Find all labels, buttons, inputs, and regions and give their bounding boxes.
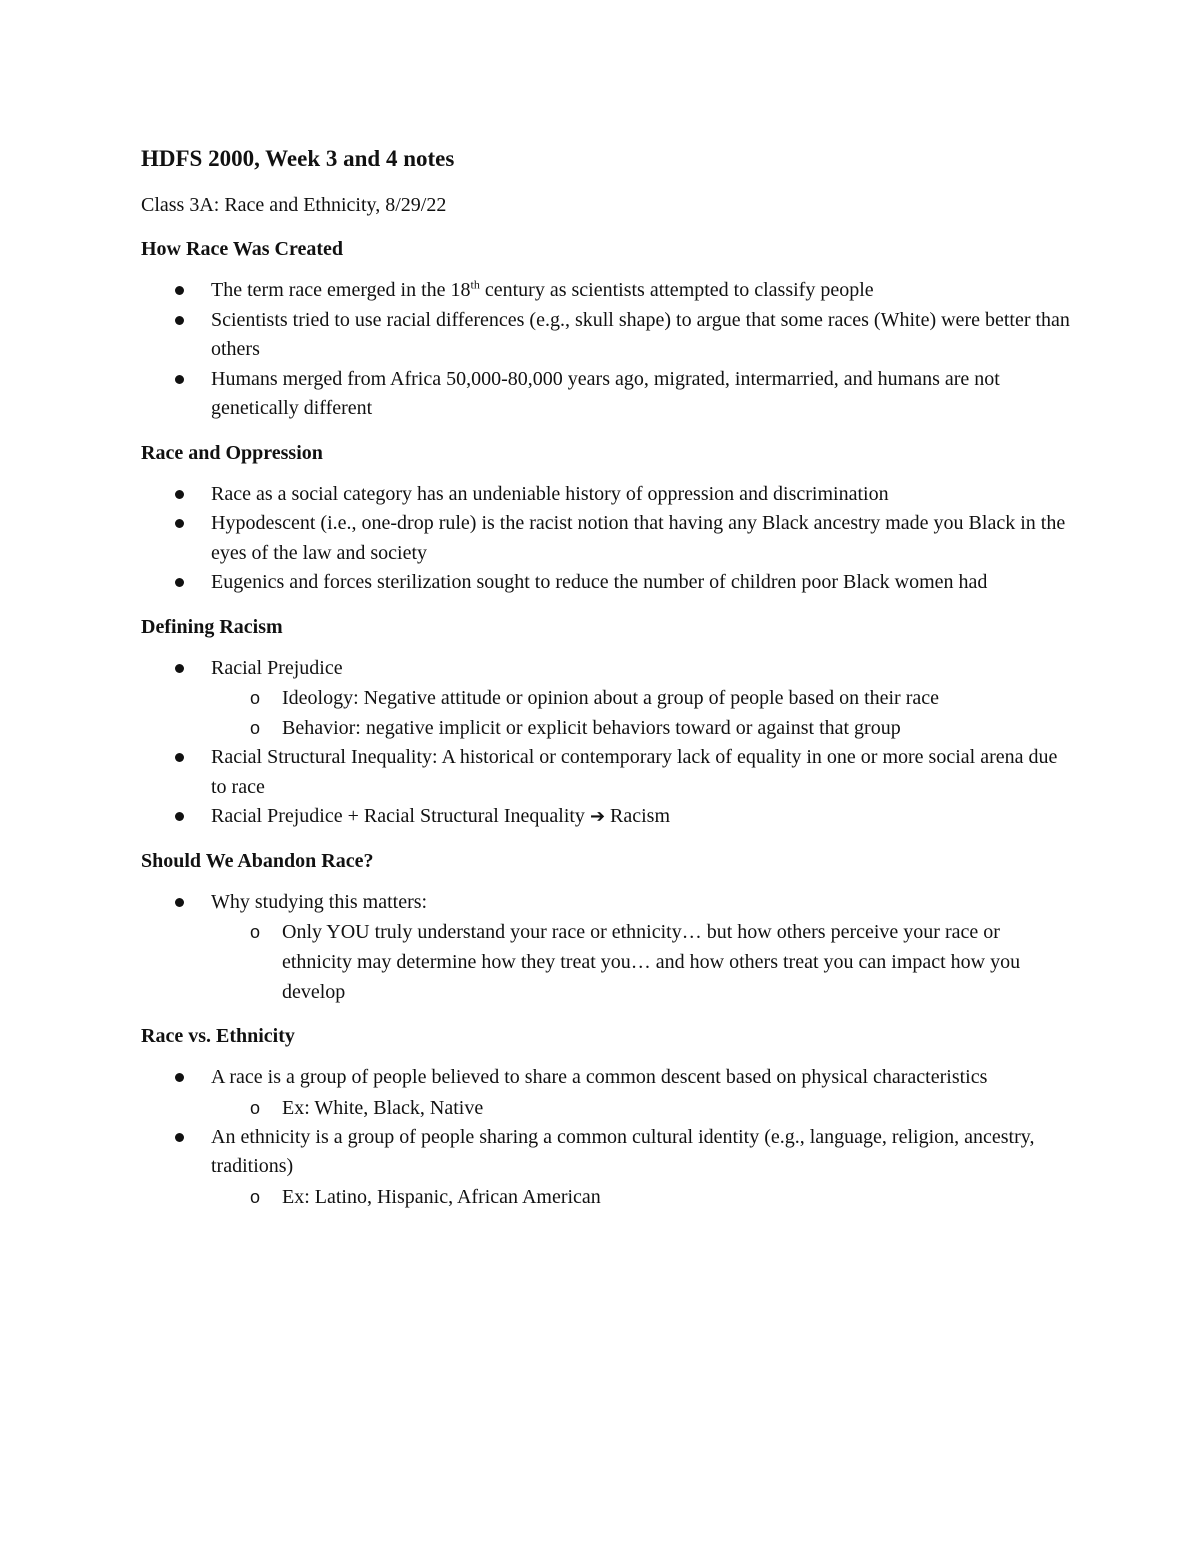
item-text: Humans merged from Africa 50,000-80,000 years ago, migrated, intermarried, and humans are not genetically different bbox=[211, 367, 1000, 419]
section-heading: Should We Abandon Race? bbox=[141, 849, 374, 872]
document-body bbox=[141, 142, 1071, 1212]
bullet-icon bbox=[175, 519, 184, 528]
bullet-list bbox=[141, 276, 1071, 424]
sub-list-item bbox=[211, 713, 1071, 743]
list-item bbox=[141, 568, 1071, 598]
sub-bullet-list bbox=[211, 917, 1071, 1007]
section-heading: Race and Oppression bbox=[141, 441, 323, 464]
sub-item-text: Ex: White, Black, Native bbox=[282, 1096, 484, 1119]
list-item bbox=[141, 365, 1071, 424]
notes-sections bbox=[141, 234, 1071, 1212]
bullet-list bbox=[141, 1063, 1071, 1212]
sub-bullet-list bbox=[211, 683, 1071, 743]
item-superscript: th bbox=[470, 277, 480, 292]
bullet-icon bbox=[175, 1073, 184, 1082]
list-item bbox=[141, 276, 1071, 306]
right-arrow-icon: ➔ bbox=[589, 806, 606, 827]
item-text: An ethnicity is a group of people sharing a common cultural identity (e.g., language, religion, ancestry, traditions) bbox=[211, 1125, 1035, 1177]
list-item bbox=[141, 306, 1071, 365]
section-heading: Race vs. Ethnicity bbox=[141, 1025, 295, 1047]
circle-bullet-icon: o bbox=[250, 688, 261, 708]
bullet-icon bbox=[175, 898, 184, 907]
item-text: Why studying this matters: bbox=[211, 890, 428, 913]
item-text: Eugenics and forces sterilization sought to reduce the number of children poor Black women had bbox=[211, 571, 988, 593]
list-item bbox=[141, 888, 1071, 1008]
list-item bbox=[141, 509, 1071, 568]
item-text: Racism bbox=[605, 805, 671, 827]
bullet-icon bbox=[175, 812, 184, 821]
bullet-icon bbox=[175, 375, 184, 384]
list-item bbox=[141, 1063, 1071, 1123]
sub-item-text: Only YOU truly understand your race or ethnicity… but how others perceive your race or ethnicity may determine how they treat you… and how others treat you can impact how you develop bbox=[282, 921, 1021, 1003]
bullet-list bbox=[141, 654, 1071, 832]
circle-bullet-icon: o bbox=[250, 1097, 261, 1118]
section-heading: How Race Was Created bbox=[141, 238, 344, 260]
list-item bbox=[141, 654, 1071, 744]
list-item bbox=[141, 1123, 1071, 1212]
sub-list-item bbox=[211, 1182, 1071, 1212]
sub-item-text: Behavior: negative implicit or explicit behaviors toward or against that group bbox=[282, 717, 901, 739]
bullet-icon bbox=[175, 316, 184, 325]
sub-list-item bbox=[211, 917, 1071, 1007]
bullet-icon bbox=[175, 1133, 184, 1142]
item-text: The term race emerged in the 18 bbox=[211, 279, 471, 301]
sub-item-text: Ex: Latino, Hispanic, African American bbox=[282, 1185, 601, 1208]
item-text: century as scientists attempted to classify people bbox=[479, 279, 874, 301]
sub-bullet-list bbox=[211, 1093, 1071, 1123]
bullet-icon bbox=[175, 664, 184, 673]
item-text: Racial Structural Inequality: A historical or contemporary lack of equality in one or more social arena due to race bbox=[211, 746, 1058, 798]
circle-bullet-icon: o bbox=[250, 922, 261, 942]
sub-item-text: Ideology: Negative attitude or opinion about a group of people based on their race bbox=[282, 687, 940, 709]
list-item bbox=[141, 743, 1071, 802]
item-text: Hypodescent (i.e., one-drop rule) is the racist notion that having any Black ancestry made you Black in the eyes of the law and society bbox=[211, 512, 1066, 564]
sub-bullet-list bbox=[211, 1182, 1071, 1212]
sub-list-item bbox=[211, 683, 1071, 713]
list-item bbox=[141, 480, 1071, 510]
circle-bullet-icon: o bbox=[250, 718, 261, 738]
item-text: Scientists tried to use racial differences (e.g., skull shape) to argue that some races (White) were better than others bbox=[211, 308, 1070, 360]
bullet-list bbox=[141, 480, 1071, 598]
list-item bbox=[141, 802, 1071, 832]
item-text: A race is a group of people believed to share a common descent based on physical characteristics bbox=[211, 1066, 988, 1088]
bullet-icon bbox=[175, 753, 184, 762]
circle-bullet-icon: o bbox=[250, 1186, 261, 1207]
item-text: Racial Prejudice + Racial Structural Inequality bbox=[211, 805, 590, 827]
item-text: Racial Prejudice bbox=[211, 656, 343, 679]
bullet-list bbox=[141, 888, 1071, 1008]
sub-list-item bbox=[211, 1093, 1071, 1123]
bullet-icon bbox=[175, 286, 184, 295]
section-heading: Defining Racism bbox=[141, 615, 283, 638]
bullet-icon bbox=[175, 490, 184, 499]
class-line: Class 3A: Race and Ethnicity, 8/29/22 bbox=[141, 194, 447, 216]
document-title: HDFS 2000, Week 3 and 4 notes bbox=[141, 146, 455, 171]
bullet-icon bbox=[175, 578, 184, 587]
item-text: Race as a social category has an undeniable history of oppression and discrimination bbox=[211, 482, 889, 505]
